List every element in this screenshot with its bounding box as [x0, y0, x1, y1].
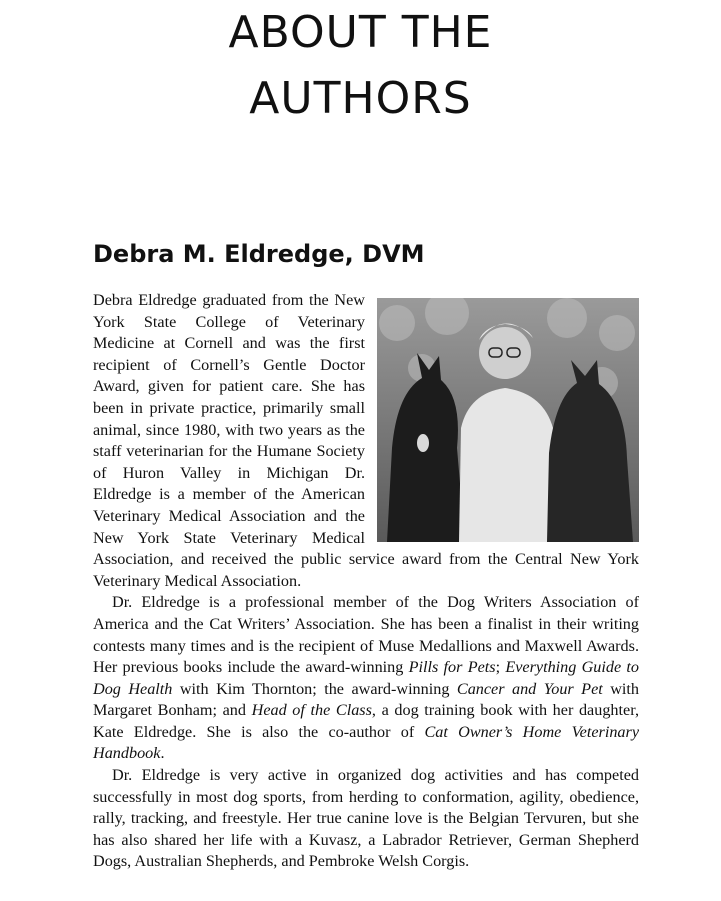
- page-title: [0, 0, 721, 132]
- book-title-cat-owners-handbook: Cat Owner’s Home Veterinary Handbook: [93, 722, 640, 763]
- book-title-everything-guide: Everything Guide to Dog Health: [93, 658, 639, 698]
- bio-p2-text-6: .: [160, 744, 165, 763]
- book-title-cancer-and-your-pet: Cancer and Your Pet: [456, 679, 603, 698]
- bio-paragraph-1: Debra Eldredge graduated from the New York State College of Veterinary Medicine at Cornell and was the first recipient of Cornell’s Gentle Doctor Award, given for patient care. She has been in private practice, primarily small animal, since 1980, with two years as the staff veterinarian for the Humane Society of Huron Valley in Michigan Dr. Eldredge is a member of the American Veterinary Medical Association and the New York State Veterinary Medical Association, and received the public service award from the Central New York Veterinary Medical Association.: [93, 291, 639, 590]
- page-title-line-2: AUTHORS: [249, 73, 472, 124]
- author-bio: [93, 290, 639, 873]
- bio-p2-text-5: , a dog training book with her daughter, Kate Eldredge. She is also the co-author of: [93, 701, 639, 741]
- author-name: Debra M. Eldredge, DVM: [93, 240, 425, 268]
- book-title-pills-for-pets: Pills for Pets: [408, 658, 496, 677]
- bio-p2-text-1: Dr. Eldredge is a professional member of the Dog Writers Association of America and the Cat Writers’ Association. She has been a finalist in their writing contests many times and is the recipient of Muse Medallions and Maxwell Awards. Her previous books include the award-winning: [93, 593, 639, 677]
- bio-p2-text-4: with Margaret Bonham; and: [93, 679, 639, 720]
- bio-paragraph-3: Dr. Eldredge is very active in organized dog activities and has competed successfully in most dog sports, from herding to conformation, agility, obedience, rally, tracking, and freestyle. Her true canine love is the Belgian Tervuren, but she has also shared her life with a Kuvasz, a Labrador Retriever, German Shepherd Dogs, Australian Shepherds, and Pembroke Welsh Corgis.: [93, 766, 639, 871]
- author-photo: [377, 298, 639, 542]
- bio-p2-text-2: ;: [495, 658, 506, 677]
- bio-paragraph-2: [93, 592, 639, 765]
- page-title-line-1: ABOUT THE: [228, 7, 493, 58]
- book-title-head-of-the-class: Head of the Class: [251, 701, 372, 720]
- bio-p2-text-3: with Kim Thornton; the award-winning: [172, 679, 457, 698]
